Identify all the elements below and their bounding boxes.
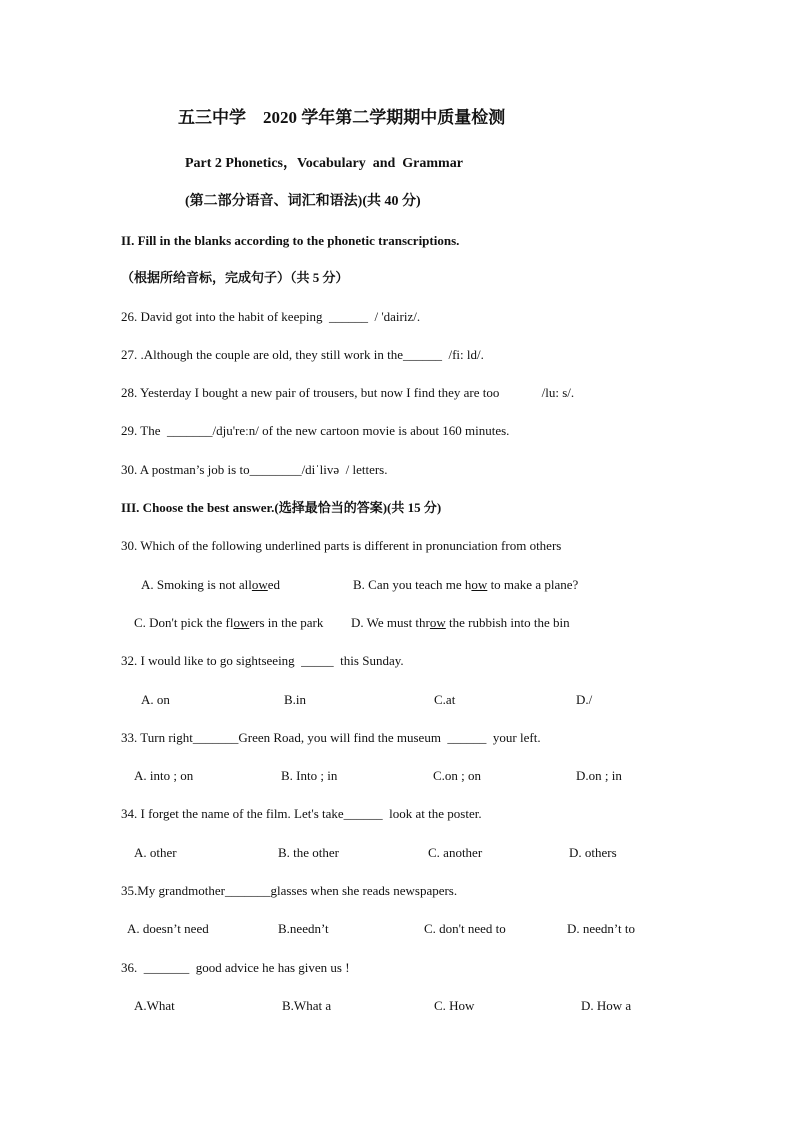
q32-option-c: C.at (434, 692, 456, 707)
question-30-fill: 30. A postman’s job is to________/diˈlivə / letters. (121, 462, 388, 477)
q35-option-a: A. doesn’t need (127, 921, 209, 936)
q35-option-c: C. don't need to (424, 921, 506, 936)
q33-option-b: B. Into ; in (281, 768, 338, 783)
question-36: 36. _______ good advice he has given us ! (121, 960, 350, 975)
q36-option-b: B.What a (282, 998, 332, 1013)
section3-heading: III. Choose the best answer.(选择最恰当的答案)(共 15 分) (121, 500, 442, 515)
q33-option-c: C.on ; on (433, 768, 482, 783)
q34-option-a: A. other (134, 845, 177, 860)
q30-option-d (351, 615, 570, 631)
q36-option-d: D. How a (581, 998, 632, 1013)
q34-option-b: B. the other (278, 845, 340, 860)
part-title-cn: (第二部分语音、词汇和语法)(共 40 分) (185, 194, 421, 209)
q30-option-a-underlined: ow (251, 577, 268, 592)
q34-option-c: C. another (428, 845, 483, 860)
q35-option-d: D. needn’t to (567, 921, 635, 936)
section2-heading-cn: （根据所给音标，完成句子）（共 5 分） (121, 270, 349, 285)
part-title: Part 2 Phonetics，Vocabulary and Grammar (185, 156, 463, 171)
q32-option-a: A. on (141, 692, 170, 707)
q32-option-b: B.in (284, 692, 307, 707)
q30-option-b-underlined: ow (471, 577, 488, 592)
q30-option-c-post: ers in the park (249, 615, 324, 630)
question-34: 34. I forget the name of the film. Let's take______ look at the poster. (121, 806, 482, 821)
q30-option-d-post: the rubbish into the bin (445, 615, 570, 630)
question-30-choice: 30. Which of the following underlined parts is different in pronunciation from others (121, 538, 562, 553)
q30-option-b (353, 577, 578, 593)
question-29: 29. The _______/dju'reːn/ of the new cartoon movie is about 160 minutes. (121, 423, 510, 438)
q30-option-b-pre: B. Can you teach me h (353, 577, 472, 592)
q33-option-a: A. into ; on (134, 768, 194, 783)
q36-option-a: A.What (134, 998, 175, 1013)
question-32: 32. I would like to go sightseeing _____ this Sunday. (121, 653, 404, 668)
q30-option-d-underlined: ow (429, 615, 446, 630)
q30-option-a (141, 577, 280, 593)
q30-option-b-post: to make a plane? (487, 577, 579, 592)
q30-option-a-post: ed (267, 577, 281, 592)
q36-option-c: C. How (434, 998, 475, 1013)
q35-option-b: B.needn’t (278, 921, 329, 936)
question-33: 33. Turn right_______Green Road, you will find the museum ______ your left. (121, 730, 541, 745)
q30-option-c (134, 615, 323, 631)
question-27: 27. .Although the couple are old, they still work in the______ /fi: ld/. (121, 347, 484, 362)
q33-option-d: D.on ; in (576, 768, 622, 783)
q30-option-a-pre: A. Smoking is not all (141, 577, 252, 592)
section2-heading: II. Fill in the blanks according to the phonetic transcriptions. (121, 233, 460, 248)
q34-option-d: D. others (569, 845, 617, 860)
q30-option-d-pre: D. We must thr (351, 615, 430, 630)
question-28: 28. Yesterday I bought a new pair of trousers, but now I find they are too /lu: s/. (121, 385, 575, 400)
q30-option-c-underlined: ow (233, 615, 250, 630)
question-26: 26. David got into the habit of keeping ______ / 'dairiz/. (121, 309, 421, 324)
q30-option-c-pre: C. Don't pick the fl (134, 615, 234, 630)
q32-option-d: D./ (576, 692, 593, 707)
question-35: 35.My grandmother_______glasses when she reads newspapers. (121, 883, 458, 898)
exam-title: 五三中学 2020 学年第二学期期中质量检测 (178, 108, 506, 127)
